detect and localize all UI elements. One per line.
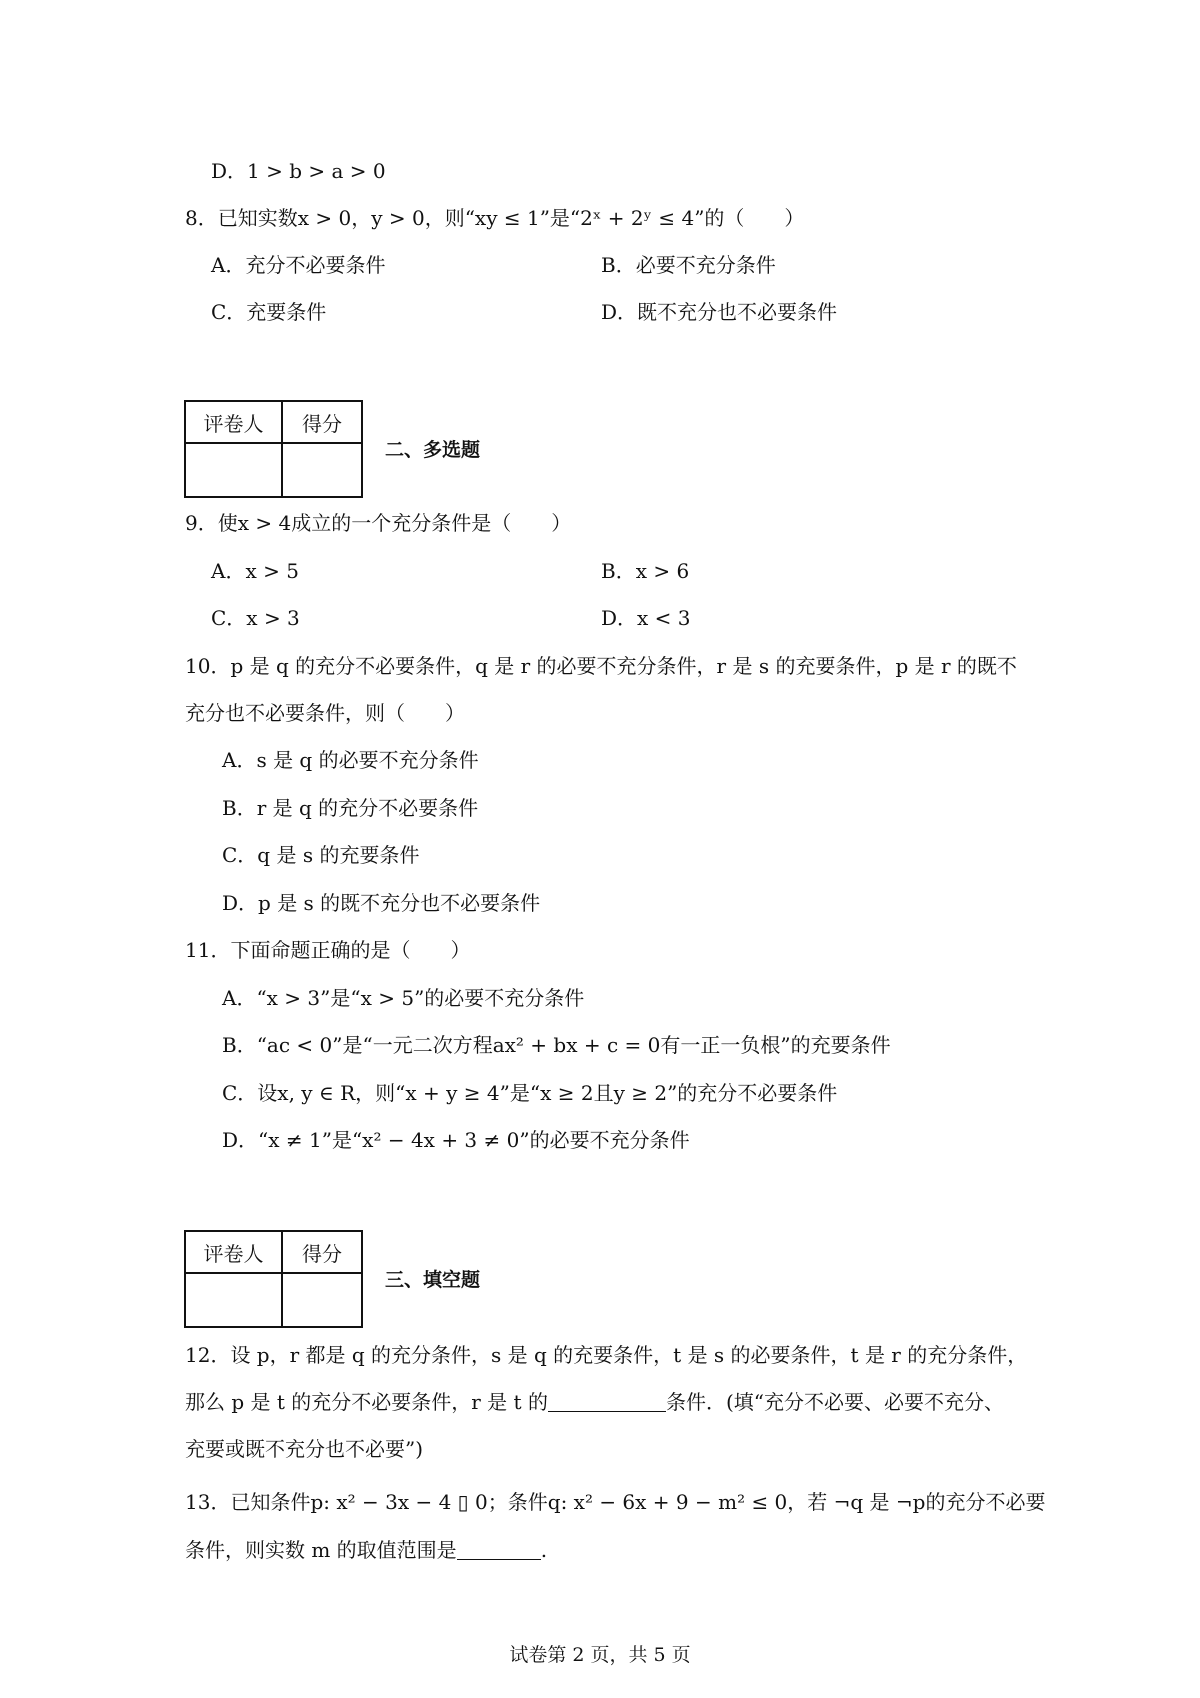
- score-table-section3: [184, 1230, 363, 1328]
- q8-option-b: B．必要不充分条件: [601, 253, 776, 277]
- grader-label: 评卷人: [185, 401, 282, 443]
- q9-option-c: C．x > 3: [211, 606, 300, 630]
- score-table-section2: [184, 400, 363, 498]
- q12-line3: 充要或既不充分也不必要”): [185, 1437, 424, 1461]
- q8-stem: 8．已知实数x > 0，y > 0，则“xy ≤ 1”是“2ˣ + 2ʸ ≤ 4”的（ ）: [185, 206, 805, 230]
- q13-line2: [185, 1535, 547, 1565]
- q8-option-d: D．既不充分也不必要条件: [601, 300, 838, 324]
- q12-answer-blank[interactable]: [548, 1391, 666, 1412]
- q11-option-a: A．“x > 3”是“x > 5”的必要不充分条件: [222, 986, 585, 1010]
- q13-answer-blank[interactable]: [457, 1539, 541, 1560]
- grader-cell[interactable]: [185, 1273, 282, 1327]
- q12-line2: [185, 1387, 1004, 1417]
- q11-stem: 11．下面命题正确的是（ ）: [185, 938, 471, 962]
- q12-line2-text-b: 条件．(填“充分不必要、必要不充分、: [665, 1390, 1004, 1414]
- grader-label: 评卷人: [185, 1231, 282, 1273]
- q8-option-a: A．充分不必要条件: [211, 253, 386, 277]
- grader-cell[interactable]: [185, 443, 282, 497]
- q12-line2-text-a: 那么 p 是 t 的充分不必要条件，r 是 t 的: [185, 1390, 548, 1414]
- q11-option-c: C．设x, y ∈ R，则“x + y ≥ 4”是“x ≥ 2且y ≥ 2”的充分不必要条件: [222, 1081, 838, 1105]
- q13-line2-text-a: 条件，则实数 m 的取值范围是: [185, 1538, 457, 1562]
- q8-option-c: C．充要条件: [211, 300, 327, 324]
- q10-stem-line1: 10．p 是 q 的充分不必要条件，q 是 r 的必要不充分条件，r 是 s 的充要条件，p 是 r 的既不: [185, 654, 1017, 678]
- q9-option-a: A．x > 5: [211, 559, 299, 583]
- q10-option-c: C．q 是 s 的充要条件: [222, 843, 420, 867]
- score-cell[interactable]: [282, 1273, 362, 1327]
- q9-stem: 9．使x > 4成立的一个充分条件是（ ）: [185, 511, 572, 535]
- q12-line1: 12．设 p，r 都是 q 的充分条件，s 是 q 的充要条件，t 是 s 的必要条件，t 是 r 的充分条件，: [185, 1343, 1028, 1367]
- q9-option-d: D．x < 3: [601, 606, 691, 630]
- q10-stem-line2: 充分也不必要条件，则（ ）: [185, 701, 465, 725]
- section2-title: 二、多选题: [385, 439, 481, 461]
- score-label: 得分: [282, 1231, 362, 1273]
- q10-option-a: A．s 是 q 的必要不充分条件: [222, 748, 479, 772]
- q7-option-d: D．1 > b > a > 0: [211, 159, 386, 183]
- q10-option-d: D．p 是 s 的既不充分也不必要条件: [222, 891, 541, 915]
- q9-option-b: B．x > 6: [601, 559, 690, 583]
- section3-title: 三、填空题: [385, 1269, 481, 1291]
- q13-line1: 13．已知条件p: x² − 3x − 4 ▯ 0；条件q: x² − 6x + 9 − m² ≤ 0，若 ¬q 是 ¬p的充分不必要: [185, 1490, 1046, 1514]
- q11-option-b: B．“ac < 0”是“一元二次方程ax² + bx + c = 0有一正一负根”的充要条件: [222, 1033, 891, 1057]
- q13-line2-text-b: .: [540, 1538, 548, 1562]
- page-footer: 试卷第 2 页，共 5 页: [509, 1644, 691, 1666]
- q11-option-d: D．“x ≠ 1”是“x² − 4x + 3 ≠ 0”的必要不充分条件: [222, 1128, 690, 1152]
- score-label: 得分: [282, 401, 362, 443]
- q10-option-b: B．r 是 q 的充分不必要条件: [222, 796, 479, 820]
- score-cell[interactable]: [282, 443, 362, 497]
